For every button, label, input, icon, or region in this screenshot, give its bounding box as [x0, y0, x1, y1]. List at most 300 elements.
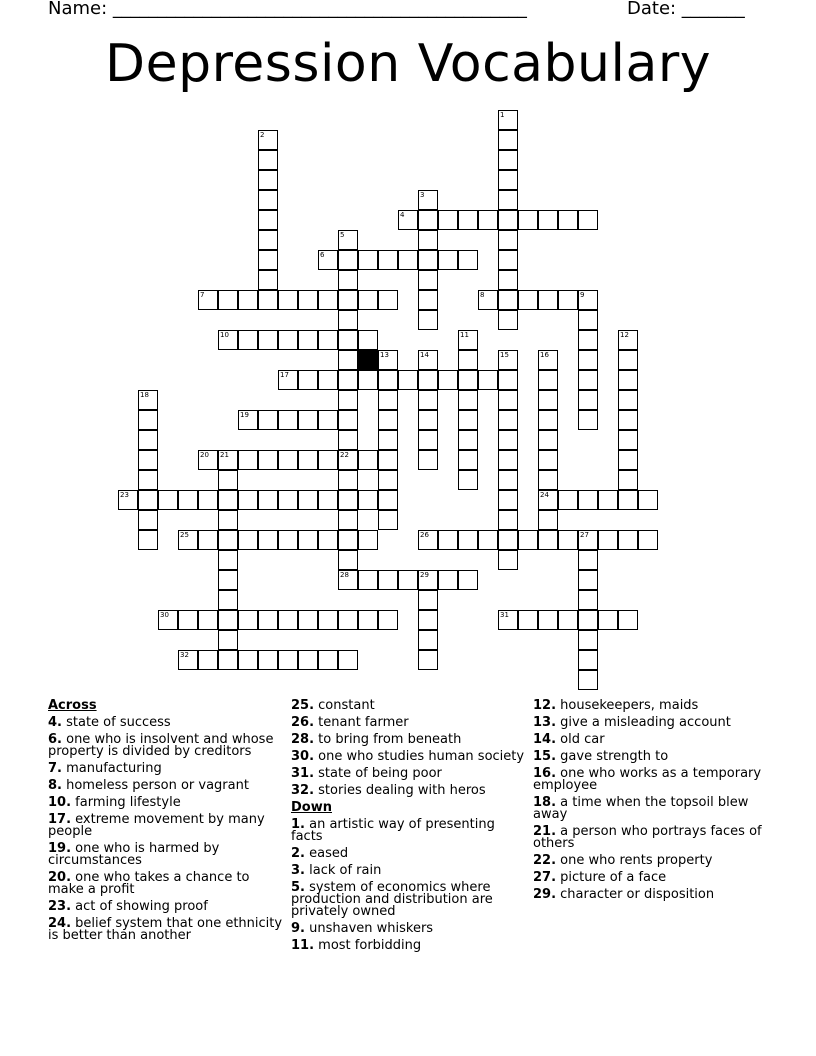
- grid-cell[interactable]: [618, 330, 638, 350]
- grid-cell[interactable]: [358, 610, 378, 630]
- grid-cell[interactable]: [538, 490, 558, 510]
- grid-cell[interactable]: [338, 310, 358, 330]
- grid-cell[interactable]: [218, 450, 238, 470]
- grid-cell[interactable]: [258, 410, 278, 430]
- grid-cell[interactable]: [418, 650, 438, 670]
- across-clue: [48, 901, 284, 913]
- clue-column-1: [48, 700, 284, 947]
- grid-cell[interactable]: [458, 350, 478, 370]
- grid-cell[interactable]: [238, 290, 258, 310]
- grid-cell[interactable]: [538, 530, 558, 550]
- clue-text: eased: [304, 846, 349, 861]
- grid-cell[interactable]: [198, 610, 218, 630]
- clue-number: 10: [220, 331, 229, 339]
- clue-text: manufacturing: [61, 761, 162, 776]
- clue-text: a time when the topsoil blew away: [533, 795, 749, 822]
- grid-cell[interactable]: [418, 570, 438, 590]
- grid-cell[interactable]: [218, 570, 238, 590]
- clue-number: 29: [420, 571, 429, 579]
- grid-cell[interactable]: [538, 510, 558, 530]
- grid-cell[interactable]: [338, 330, 358, 350]
- grid-cell[interactable]: [578, 550, 598, 570]
- grid-cell[interactable]: [498, 250, 518, 270]
- grid-cell-black: [358, 350, 378, 370]
- grid-cell[interactable]: [158, 490, 178, 510]
- grid-cell[interactable]: [498, 410, 518, 430]
- grid-cell[interactable]: [278, 410, 298, 430]
- grid-cell[interactable]: [378, 570, 398, 590]
- clue-num: 5.: [291, 880, 305, 895]
- grid-cell[interactable]: [198, 490, 218, 510]
- clue-num: 18.: [533, 795, 557, 810]
- grid-cell[interactable]: [578, 410, 598, 430]
- grid-cell[interactable]: [118, 490, 138, 510]
- grid-cell[interactable]: [378, 410, 398, 430]
- grid-cell[interactable]: [258, 250, 278, 270]
- grid-cell[interactable]: [578, 570, 598, 590]
- down-clue: [533, 768, 769, 792]
- grid-cell[interactable]: [298, 410, 318, 430]
- grid-cell[interactable]: [538, 430, 558, 450]
- grid-cell[interactable]: [238, 450, 258, 470]
- grid-cell[interactable]: [218, 650, 238, 670]
- grid-cell[interactable]: [278, 330, 298, 350]
- clue-text: system of economics where production and distribution are privately owned: [291, 880, 493, 919]
- grid-cell[interactable]: [298, 490, 318, 510]
- grid-cell[interactable]: [538, 390, 558, 410]
- grid-cell[interactable]: [398, 570, 418, 590]
- grid-cell[interactable]: [538, 410, 558, 430]
- clue-num: 20.: [48, 870, 72, 885]
- grid-cell[interactable]: [318, 330, 338, 350]
- across-clue: [291, 785, 527, 797]
- across-clue: [291, 768, 527, 780]
- grid-cell[interactable]: [398, 250, 418, 270]
- grid-cell[interactable]: [618, 370, 638, 390]
- grid-cell[interactable]: [438, 570, 458, 590]
- grid-cell[interactable]: [618, 410, 638, 430]
- grid-cell[interactable]: [498, 190, 518, 210]
- clue-number: 31: [500, 611, 509, 619]
- grid-cell[interactable]: [498, 510, 518, 530]
- grid-cell[interactable]: [418, 450, 438, 470]
- grid-cell[interactable]: [578, 590, 598, 610]
- grid-cell[interactable]: [538, 290, 558, 310]
- grid-cell[interactable]: [258, 270, 278, 290]
- grid-cell[interactable]: [378, 610, 398, 630]
- grid-cell[interactable]: [358, 250, 378, 270]
- grid-cell[interactable]: [618, 430, 638, 450]
- grid-cell[interactable]: [338, 410, 358, 430]
- clue-text: old car: [556, 732, 605, 747]
- grid-cell[interactable]: [338, 290, 358, 310]
- grid-cell[interactable]: [538, 370, 558, 390]
- grid-cell[interactable]: [498, 530, 518, 550]
- grid-cell[interactable]: [378, 370, 398, 390]
- grid-cell[interactable]: [478, 210, 498, 230]
- grid-cell[interactable]: [258, 330, 278, 350]
- grid-cell[interactable]: [358, 450, 378, 470]
- grid-cell[interactable]: [318, 650, 338, 670]
- grid-cell[interactable]: [498, 290, 518, 310]
- clue-number: 30: [160, 611, 169, 619]
- grid-cell[interactable]: [538, 350, 558, 370]
- down-clue: [533, 889, 769, 901]
- grid-cell[interactable]: [318, 370, 338, 390]
- grid-cell[interactable]: [218, 290, 238, 310]
- grid-cell[interactable]: [418, 590, 438, 610]
- grid-cell[interactable]: [518, 530, 538, 550]
- grid-cell[interactable]: [558, 610, 578, 630]
- grid-cell[interactable]: [318, 250, 338, 270]
- grid-cell[interactable]: [218, 470, 238, 490]
- grid-cell[interactable]: [338, 390, 358, 410]
- grid-cell[interactable]: [638, 530, 658, 550]
- down-clue: [533, 700, 769, 712]
- grid-cell[interactable]: [338, 470, 358, 490]
- grid-cell[interactable]: [258, 130, 278, 150]
- grid-cell[interactable]: [398, 370, 418, 390]
- grid-cell[interactable]: [258, 190, 278, 210]
- grid-cell[interactable]: [378, 470, 398, 490]
- grid-cell[interactable]: [338, 530, 358, 550]
- clue-number: 3: [420, 191, 425, 199]
- grid-cell[interactable]: [558, 290, 578, 310]
- grid-cell[interactable]: [338, 650, 358, 670]
- grid-cell[interactable]: [258, 490, 278, 510]
- grid-cell[interactable]: [378, 450, 398, 470]
- grid-cell[interactable]: [518, 610, 538, 630]
- grid-cell[interactable]: [298, 370, 318, 390]
- grid-cell[interactable]: [578, 630, 598, 650]
- grid-cell[interactable]: [418, 370, 438, 390]
- grid-cell[interactable]: [258, 150, 278, 170]
- grid-cell[interactable]: [498, 430, 518, 450]
- grid-cell[interactable]: [338, 570, 358, 590]
- grid-cell[interactable]: [578, 310, 598, 330]
- grid-cell[interactable]: [218, 530, 238, 550]
- grid-cell[interactable]: [358, 290, 378, 310]
- grid-cell[interactable]: [278, 290, 298, 310]
- grid-cell[interactable]: [238, 530, 258, 550]
- grid-cell[interactable]: [498, 230, 518, 250]
- grid-cell[interactable]: [358, 370, 378, 390]
- grid-cell[interactable]: [358, 570, 378, 590]
- clue-num: 12.: [533, 698, 557, 713]
- clue-text: extreme movement by many people: [48, 812, 265, 839]
- grid-cell[interactable]: [318, 490, 338, 510]
- grid-cell[interactable]: [538, 450, 558, 470]
- clue-text: constant: [314, 698, 375, 713]
- grid-cell[interactable]: [578, 370, 598, 390]
- clue-number: 25: [180, 531, 189, 539]
- grid-cell[interactable]: [198, 530, 218, 550]
- grid-cell[interactable]: [458, 250, 478, 270]
- grid-cell[interactable]: [578, 650, 598, 670]
- grid-cell[interactable]: [418, 390, 438, 410]
- grid-cell[interactable]: [338, 490, 358, 510]
- grid-cell[interactable]: [218, 330, 238, 350]
- grid-cell[interactable]: [458, 570, 478, 590]
- grid-cell[interactable]: [558, 490, 578, 510]
- grid-cell[interactable]: [378, 250, 398, 270]
- grid-cell[interactable]: [338, 450, 358, 470]
- grid-cell[interactable]: [218, 630, 238, 650]
- grid-cell[interactable]: [618, 610, 638, 630]
- grid-cell[interactable]: [418, 210, 438, 230]
- clue-number: 4: [400, 211, 405, 219]
- grid-cell[interactable]: [438, 370, 458, 390]
- grid-cell[interactable]: [598, 610, 618, 630]
- grid-cell[interactable]: [618, 530, 638, 550]
- grid-cell[interactable]: [158, 610, 178, 630]
- grid-cell[interactable]: [378, 290, 398, 310]
- grid-cell[interactable]: [498, 610, 518, 630]
- grid-cell[interactable]: [338, 510, 358, 530]
- grid-cell[interactable]: [578, 610, 598, 630]
- grid-cell[interactable]: [138, 470, 158, 490]
- grid-cell[interactable]: [238, 610, 258, 630]
- grid-cell[interactable]: [498, 350, 518, 370]
- grid-cell[interactable]: [578, 330, 598, 350]
- grid-cell[interactable]: [418, 270, 438, 290]
- grid-cell[interactable]: [478, 290, 498, 310]
- grid-cell[interactable]: [138, 410, 158, 430]
- grid-cell[interactable]: [258, 210, 278, 230]
- grid-cell[interactable]: [618, 490, 638, 510]
- grid-cell[interactable]: [178, 610, 198, 630]
- clue-text: stories dealing with heros: [314, 783, 486, 798]
- grid-cell[interactable]: [278, 370, 298, 390]
- grid-cell[interactable]: [538, 470, 558, 490]
- grid-cell[interactable]: [598, 530, 618, 550]
- grid-cell[interactable]: [358, 530, 378, 550]
- grid-cell[interactable]: [478, 370, 498, 390]
- grid-cell[interactable]: [378, 390, 398, 410]
- grid-cell[interactable]: [498, 450, 518, 470]
- across-clue: [48, 763, 284, 775]
- grid-cell[interactable]: [258, 650, 278, 670]
- grid-cell[interactable]: [198, 650, 218, 670]
- grid-cell[interactable]: [338, 370, 358, 390]
- clue-number: 11: [460, 331, 469, 339]
- grid-cell[interactable]: [578, 530, 598, 550]
- grid-cell[interactable]: [638, 490, 658, 510]
- grid-cell[interactable]: [578, 670, 598, 690]
- grid-cell[interactable]: [498, 370, 518, 390]
- grid-cell[interactable]: [338, 250, 358, 270]
- grid-cell[interactable]: [518, 290, 538, 310]
- grid-cell[interactable]: [338, 230, 358, 250]
- grid-cell[interactable]: [458, 370, 478, 390]
- grid-cell[interactable]: [598, 490, 618, 510]
- grid-cell[interactable]: [378, 350, 398, 370]
- clue-text: one who is harmed by circumstances: [48, 841, 220, 868]
- grid-cell[interactable]: [238, 330, 258, 350]
- clue-num: 3.: [291, 863, 305, 878]
- clue-number: 19: [240, 411, 249, 419]
- grid-cell[interactable]: [138, 390, 158, 410]
- grid-cell[interactable]: [418, 290, 438, 310]
- down-heading: Down: [291, 800, 332, 815]
- grid-cell[interactable]: [538, 210, 558, 230]
- clue-num: 19.: [48, 841, 72, 856]
- grid-cell[interactable]: [418, 250, 438, 270]
- grid-cell[interactable]: [298, 330, 318, 350]
- clue-text: gave strength to: [556, 749, 669, 764]
- grid-cell[interactable]: [418, 310, 438, 330]
- grid-cell[interactable]: [578, 210, 598, 230]
- grid-cell[interactable]: [298, 290, 318, 310]
- grid-cell[interactable]: [298, 530, 318, 550]
- grid-cell[interactable]: [498, 130, 518, 150]
- grid-cell[interactable]: [198, 450, 218, 470]
- grid-cell[interactable]: [498, 550, 518, 570]
- grid-cell[interactable]: [298, 650, 318, 670]
- grid-cell[interactable]: [218, 510, 238, 530]
- grid-cell[interactable]: [278, 450, 298, 470]
- grid-cell[interactable]: [578, 350, 598, 370]
- grid-cell[interactable]: [358, 490, 378, 510]
- grid-cell[interactable]: [498, 490, 518, 510]
- grid-cell[interactable]: [458, 470, 478, 490]
- grid-cell[interactable]: [258, 290, 278, 310]
- grid-cell[interactable]: [458, 330, 478, 350]
- grid-cell[interactable]: [178, 530, 198, 550]
- grid-cell[interactable]: [278, 530, 298, 550]
- grid-cell[interactable]: [498, 390, 518, 410]
- grid-cell[interactable]: [258, 610, 278, 630]
- grid-cell[interactable]: [138, 530, 158, 550]
- grid-cell[interactable]: [238, 650, 258, 670]
- grid-cell[interactable]: [318, 410, 338, 430]
- grid-cell[interactable]: [458, 390, 478, 410]
- grid-cell[interactable]: [618, 390, 638, 410]
- grid-cell[interactable]: [238, 410, 258, 430]
- grid-cell[interactable]: [178, 650, 198, 670]
- grid-cell[interactable]: [458, 450, 478, 470]
- grid-cell[interactable]: [438, 250, 458, 270]
- grid-cell[interactable]: [558, 530, 578, 550]
- grid-cell[interactable]: [318, 290, 338, 310]
- grid-cell[interactable]: [218, 590, 238, 610]
- grid-cell[interactable]: [558, 210, 578, 230]
- grid-cell[interactable]: [498, 150, 518, 170]
- grid-cell[interactable]: [458, 530, 478, 550]
- grid-cell[interactable]: [418, 610, 438, 630]
- grid-cell[interactable]: [618, 450, 638, 470]
- grid-cell[interactable]: [458, 430, 478, 450]
- grid-cell[interactable]: [378, 430, 398, 450]
- clue-num: 9.: [291, 921, 305, 936]
- clue-text: act of showing proof: [71, 899, 208, 914]
- grid-cell[interactable]: [458, 210, 478, 230]
- grid-cell[interactable]: [378, 490, 398, 510]
- grid-cell[interactable]: [178, 490, 198, 510]
- grid-cell[interactable]: [138, 510, 158, 530]
- grid-cell[interactable]: [278, 490, 298, 510]
- across-clue: [291, 700, 527, 712]
- grid-cell[interactable]: [338, 270, 358, 290]
- grid-cell[interactable]: [438, 530, 458, 550]
- clue-text: state of success: [61, 715, 171, 730]
- grid-cell[interactable]: [418, 430, 438, 450]
- grid-cell[interactable]: [298, 450, 318, 470]
- grid-cell[interactable]: [198, 290, 218, 310]
- grid-cell[interactable]: [318, 610, 338, 630]
- clue-num: 25.: [291, 698, 315, 713]
- grid-cell[interactable]: [578, 290, 598, 310]
- down-clue: [533, 717, 769, 729]
- grid-cell[interactable]: [358, 330, 378, 350]
- clue-number: 24: [540, 491, 549, 499]
- grid-cell[interactable]: [298, 610, 318, 630]
- grid-cell[interactable]: [338, 430, 358, 450]
- grid-cell[interactable]: [138, 450, 158, 470]
- clue-text: one who studies human society: [314, 749, 525, 764]
- grid-cell[interactable]: [258, 170, 278, 190]
- grid-cell[interactable]: [378, 510, 398, 530]
- grid-cell[interactable]: [418, 410, 438, 430]
- grid-cell[interactable]: [218, 550, 238, 570]
- grid-cell[interactable]: [438, 210, 458, 230]
- clue-text: picture of a face: [556, 870, 667, 885]
- grid-cell[interactable]: [338, 550, 358, 570]
- grid-cell[interactable]: [518, 210, 538, 230]
- grid-cell[interactable]: [578, 390, 598, 410]
- grid-cell[interactable]: [498, 270, 518, 290]
- grid-cell[interactable]: [418, 350, 438, 370]
- grid-cell[interactable]: [258, 230, 278, 250]
- grid-cell[interactable]: [418, 530, 438, 550]
- grid-cell[interactable]: [498, 110, 518, 130]
- grid-cell[interactable]: [258, 450, 278, 470]
- grid-cell[interactable]: [618, 470, 638, 490]
- grid-cell[interactable]: [538, 610, 558, 630]
- grid-cell[interactable]: [318, 530, 338, 550]
- grid-cell[interactable]: [498, 310, 518, 330]
- grid-cell[interactable]: [618, 350, 638, 370]
- grid-cell[interactable]: [338, 350, 358, 370]
- grid-cell[interactable]: [458, 410, 478, 430]
- grid-cell[interactable]: [318, 450, 338, 470]
- grid-cell[interactable]: [218, 610, 238, 630]
- grid-cell[interactable]: [218, 490, 238, 510]
- clue-number: 1: [500, 111, 505, 119]
- clue-num: 24.: [48, 916, 72, 931]
- grid-cell[interactable]: [418, 190, 438, 210]
- down-clue: [533, 855, 769, 867]
- grid-cell[interactable]: [498, 170, 518, 190]
- page-title: Depression Vocabulary: [105, 34, 711, 94]
- grid-cell[interactable]: [138, 430, 158, 450]
- grid-cell[interactable]: [238, 490, 258, 510]
- grid-cell[interactable]: [278, 650, 298, 670]
- grid-cell[interactable]: [478, 530, 498, 550]
- grid-cell[interactable]: [338, 610, 358, 630]
- grid-cell[interactable]: [278, 610, 298, 630]
- grid-cell[interactable]: [578, 490, 598, 510]
- grid-cell[interactable]: [418, 230, 438, 250]
- grid-cell[interactable]: [498, 210, 518, 230]
- clue-num: 28.: [291, 732, 315, 747]
- grid-cell[interactable]: [418, 630, 438, 650]
- clue-num: 4.: [48, 715, 62, 730]
- grid-cell[interactable]: [398, 210, 418, 230]
- grid-cell[interactable]: [138, 490, 158, 510]
- grid-cell[interactable]: [258, 530, 278, 550]
- grid-cell[interactable]: [498, 470, 518, 490]
